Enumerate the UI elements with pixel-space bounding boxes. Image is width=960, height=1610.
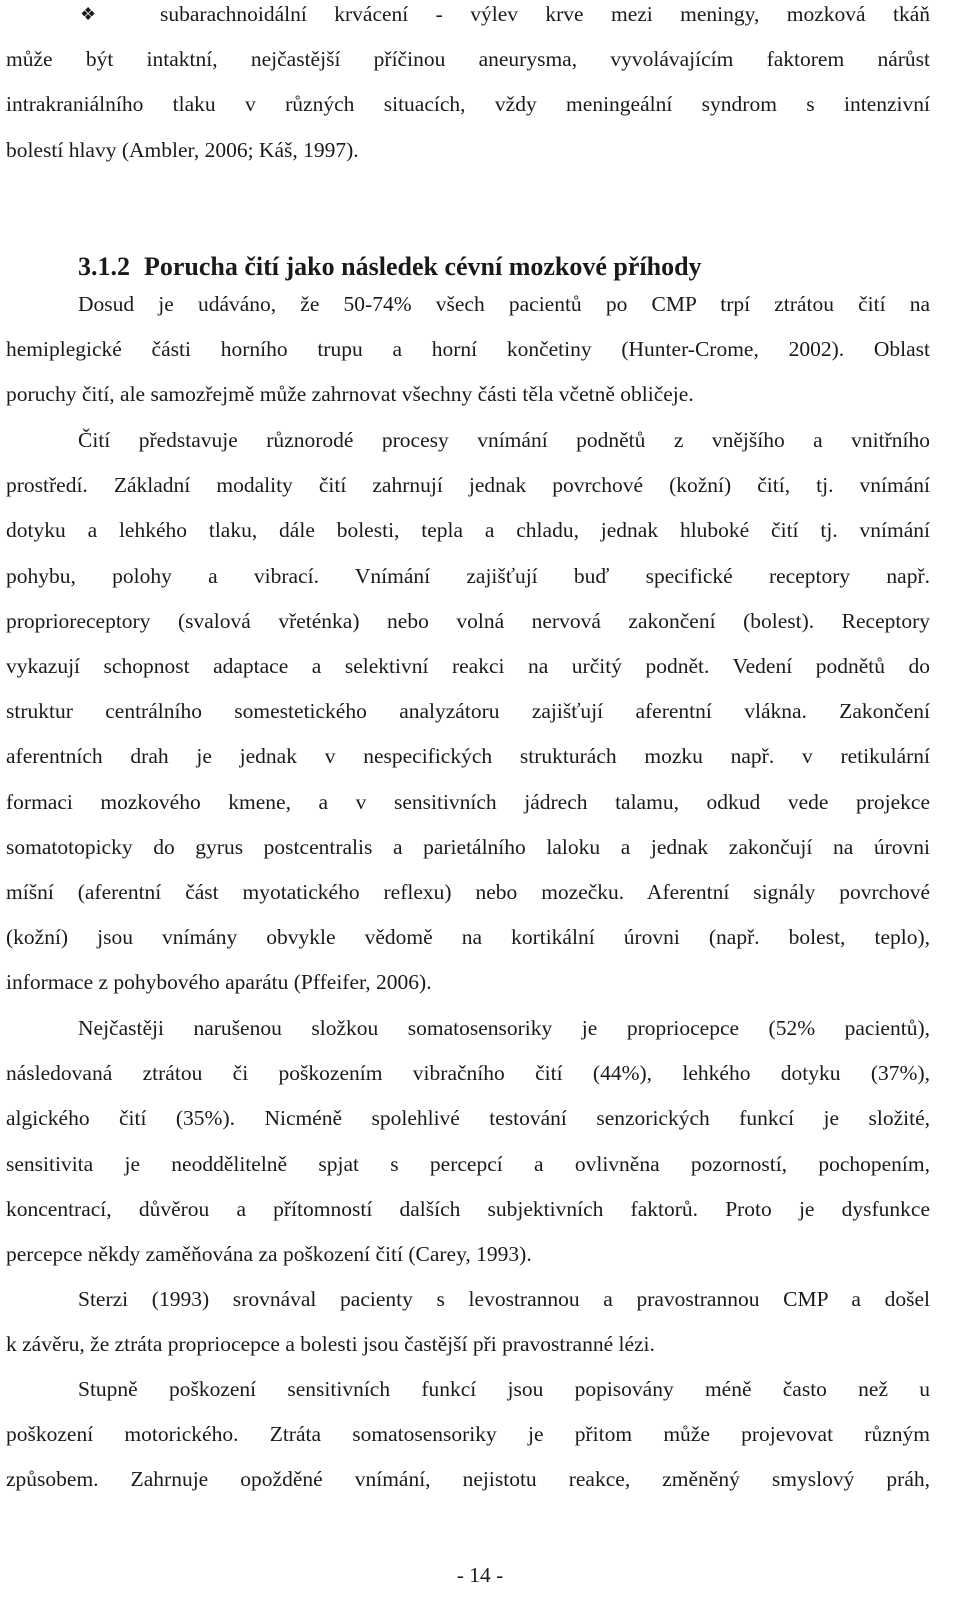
paragraph-line: algického čití (35%). Nicméně spolehlivé testování senzorických funkcí je složité,	[6, 1106, 930, 1131]
paragraph-line: způsobem. Zahrnuje opožděné vnímání, nejistotu reakce, změněný smyslový práh,	[6, 1467, 930, 1492]
paragraph-line: prostředí. Základní modality čití zahrnují jednak povrchové (kožní) čití, tj. vnímání	[6, 473, 930, 498]
paragraph-line: Čití představuje různorodé procesy vnímání podnětů z vnějšího a vnitřního	[78, 428, 930, 452]
paragraph	[6, 282, 930, 418]
paragraph-line: k závěru, že ztráta propriocepce a bolesti jsou častější při pravostranné lézi.	[6, 1332, 655, 1357]
section-title: Porucha čití jako následek cévní mozkové příhody	[144, 252, 702, 281]
paragraph-line: hemiplegické části horního trupu a horní končetiny (Hunter-Crome, 2002). Oblast	[6, 337, 930, 362]
paragraph	[6, 418, 930, 1005]
paragraph-line: Dosud je udáváno, že 50-74% všech pacientů po CMP trpí ztrátou čití na	[78, 292, 930, 316]
paragraph-line: informace z pohybového aparátu (Pffeifer, 2006).	[6, 970, 432, 995]
bullet-line: může být intaktní, nejčastější příčinou aneurysma, vyvolávajícím faktorem nárůst	[6, 47, 930, 72]
paragraph-line: vykazují schopnost adaptace a selektivní reakci na určitý podnět. Vedení podnětů do	[6, 653, 930, 678]
paragraph-line: formaci mozkového kmene, a v sensitivních jádrech talamu, odkud vede projekce	[6, 789, 930, 814]
paragraph-line: aferentních drah je jednak v nespecifických strukturách mozku např. v retikulární	[6, 744, 930, 769]
paragraph-line: sensitivita je neoddělitelně spjat s percepcí a ovlivněna pozorností, pochopením,	[6, 1151, 930, 1176]
paragraph-line: koncentrací, důvěrou a přítomností dalších subjektivních faktorů. Proto je dysfunkce	[6, 1196, 930, 1221]
paragraph-line: poruchy čití, ale samozřejmě může zahrnovat všechny části těla včetně obličeje.	[6, 382, 694, 407]
paragraph-line: míšní (aferentní část myotatického reflexu) nebo mozečku. Aferentní signály povrchové	[6, 879, 930, 904]
paragraph	[6, 1277, 930, 1367]
bullet-text	[6, 0, 930, 173]
paragraph-line: pohybu, polohy a vibrací. Vnímání zajišťují buď specifické receptory např.	[6, 563, 930, 588]
bullet-line: bolestí hlavy (Ambler, 2006; Káš, 1997).	[6, 137, 359, 162]
paragraph-line: Sterzi (1993) srovnával pacienty s levostrannou a pravostrannou CMP a došel	[78, 1287, 930, 1311]
paragraph-line: Nejčastěji narušenou složkou somatosensoriky je propriocepce (52% pacientů),	[78, 1016, 930, 1040]
paragraph-line: následovaná ztrátou či poškozením vibračního čití (44%), lehkého dotyku (37%),	[6, 1061, 930, 1086]
paragraph-line: dotyku a lehkého tlaku, dále bolesti, tepla a chladu, jednak hluboké čití tj. vnímání	[6, 518, 930, 543]
page-number: - 14 -	[456, 1563, 504, 1587]
bullet-line: subarachnoidální krvácení - výlev krve mezi meningy, mozková tkáň	[160, 2, 930, 26]
paragraph-line: somatotopicky do gyrus postcentralis a parietálního laloku a jednak zakončují na úrovni	[6, 834, 930, 859]
paragraph	[6, 1006, 930, 1277]
diamond-bullet-icon: ❖	[80, 4, 97, 24]
bullet-line: intrakraniálního tlaku v různých situacích, vždy meningeální syndrom s intenzivní	[6, 92, 930, 117]
paragraph-line: (kožní) jsou vnímány obvykle vědomě na kortikální úrovni (např. bolest, teplo),	[6, 925, 930, 950]
paragraph-line: percepce někdy zaměňována za poškození čití (Carey, 1993).	[6, 1241, 532, 1266]
paragraph	[6, 1367, 930, 1503]
paragraph-line: poškození motorického. Ztráta somatosensoriky je přitom může projevovat různým	[6, 1422, 930, 1447]
section-number: 3.1.2	[78, 252, 130, 281]
paragraph-line: proprioreceptory (svalová vřeténka) nebo volná nervová zakončení (bolest). Receptory	[6, 608, 930, 633]
paragraph-line: Stupně poškození sensitivních funkcí jsou popisovány méně často než u	[78, 1377, 930, 1401]
paragraph-line: struktur centrálního somestetického analyzátoru zajišťují aferentní vlákna. Zakončení	[6, 699, 930, 724]
